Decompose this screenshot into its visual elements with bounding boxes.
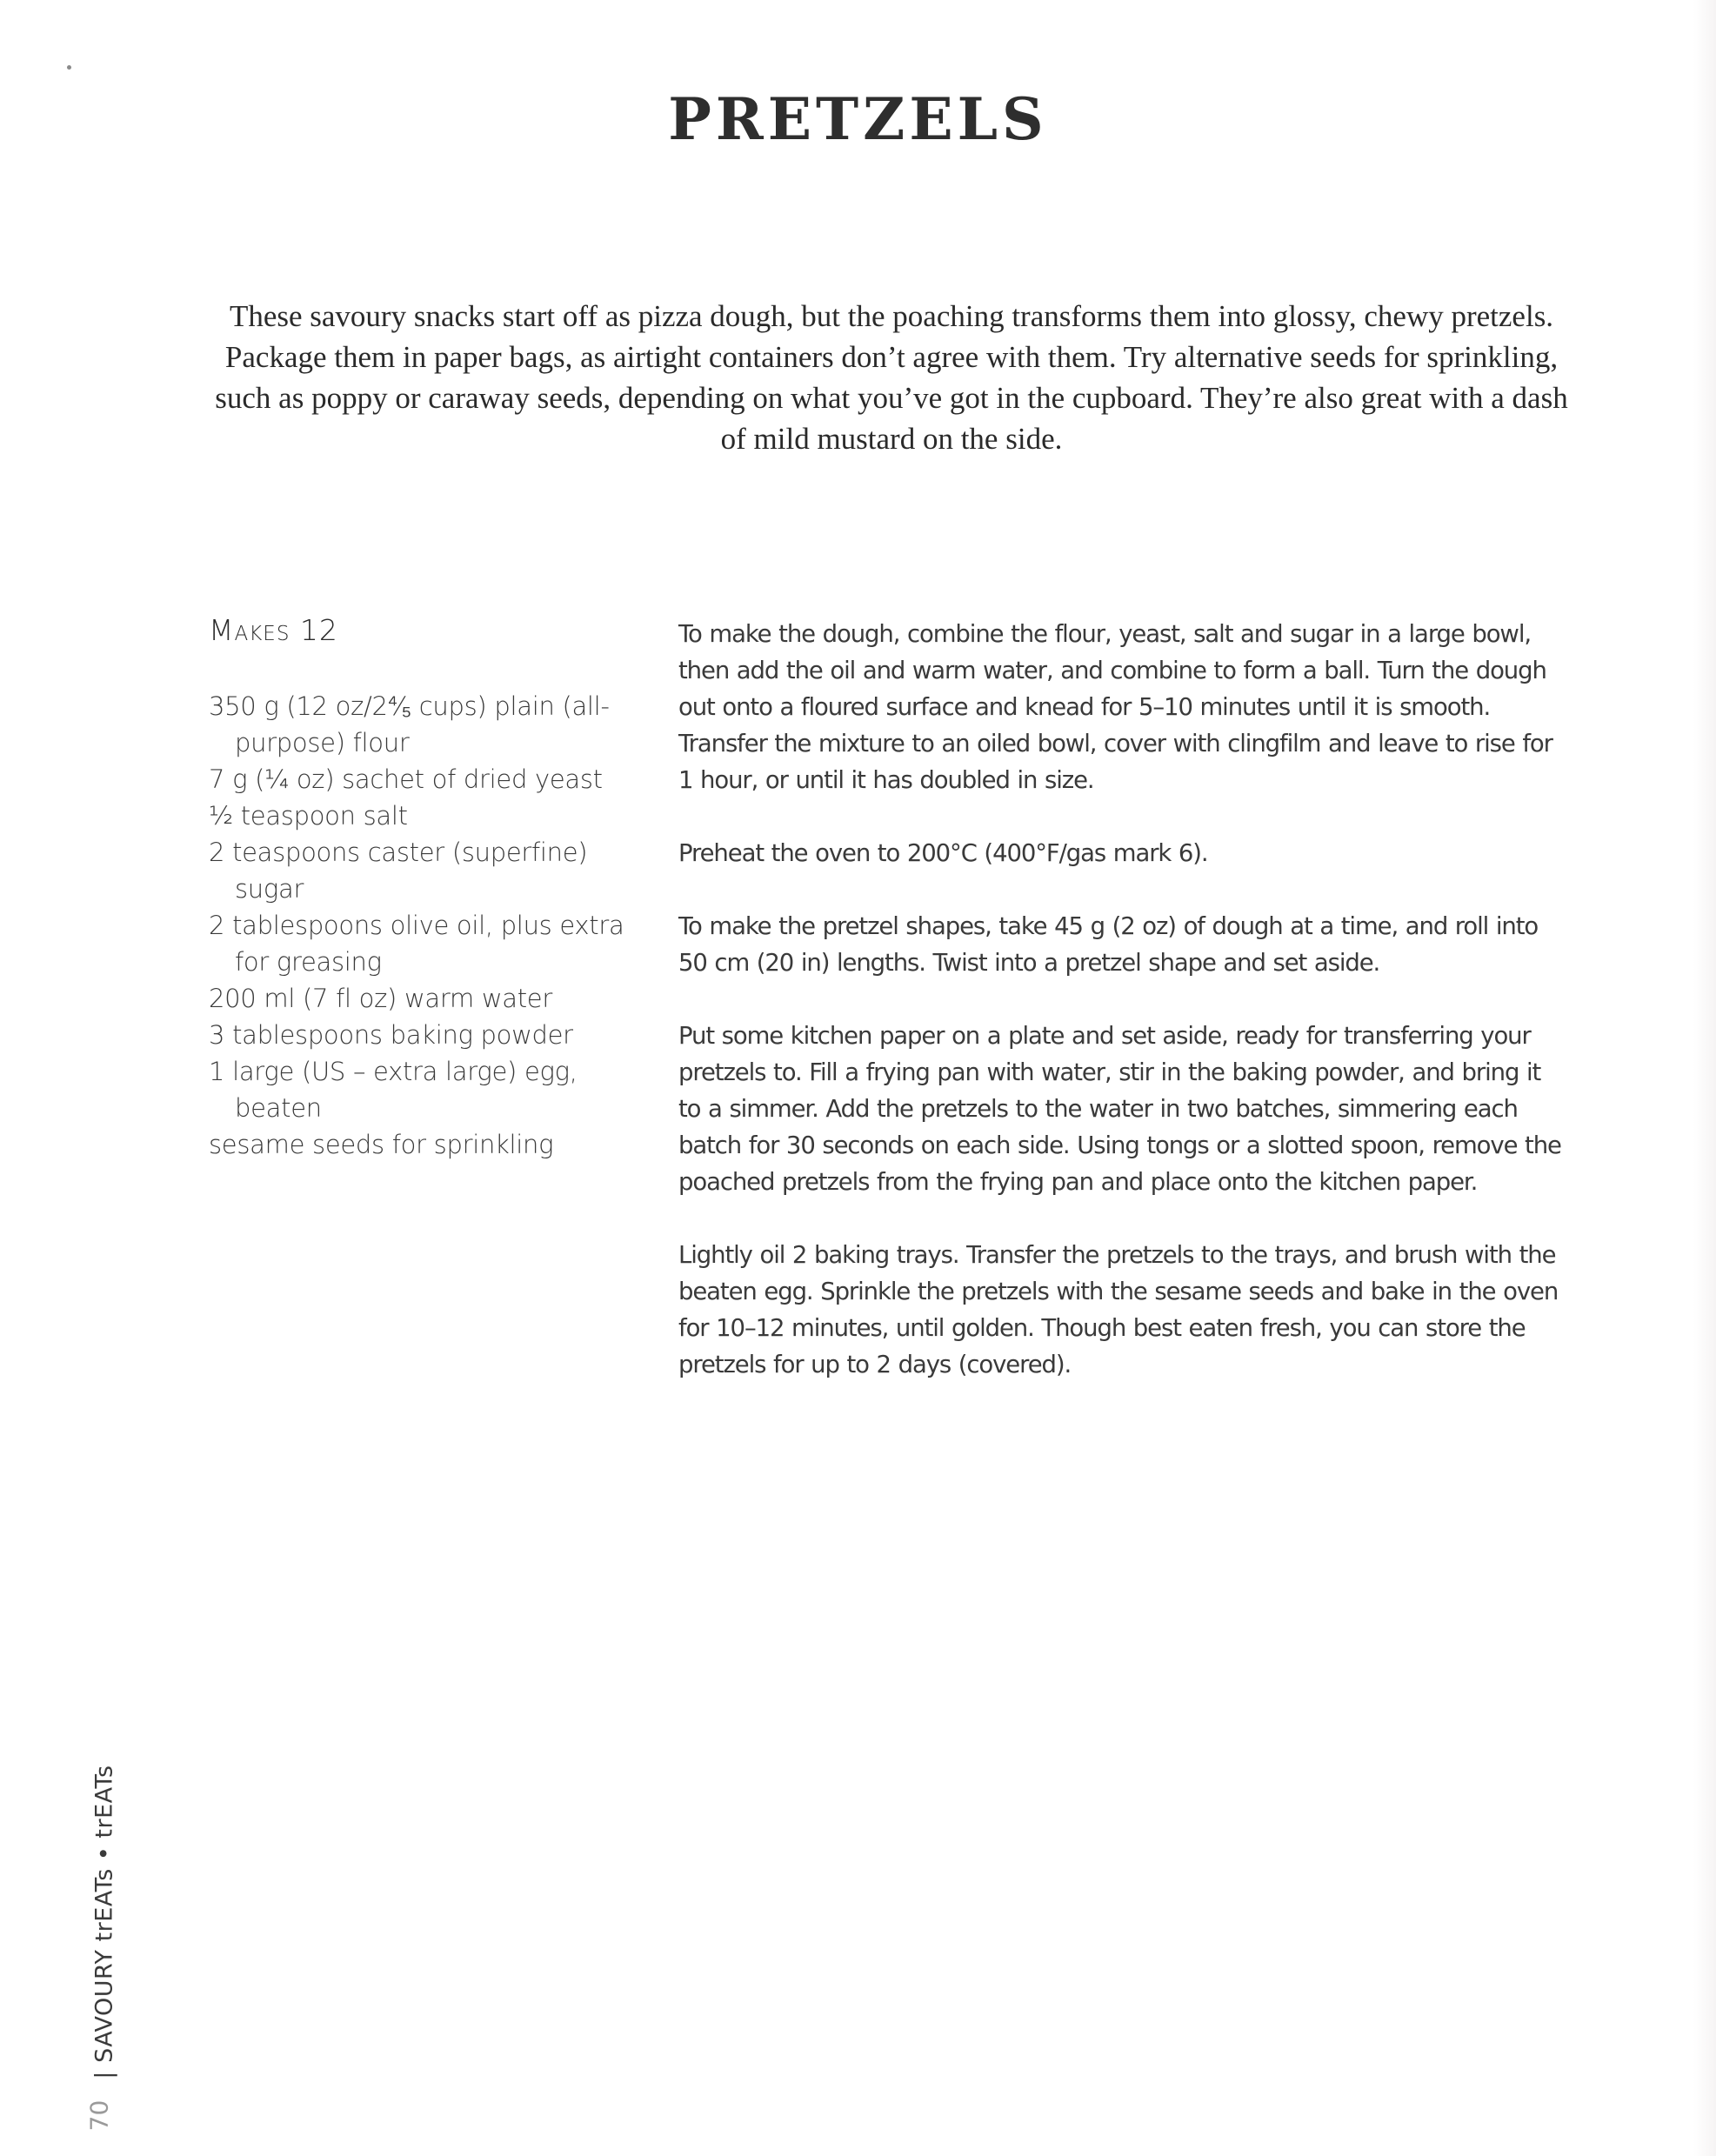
method-step: To make the pretzel shapes, take 45 g (2 oz) of dough at a time, and roll into 50 cm (20 in) lengths. Twist into a pretzel shape and set aside. xyxy=(678,912,1539,977)
ingredient-item: sesame seeds for sprinkling xyxy=(209,1130,554,1159)
running-head xyxy=(61,1739,148,2105)
ingredient-item: 7 g (¼ oz) sachet of dried yeast xyxy=(209,764,603,794)
page-edge-shadow xyxy=(1693,0,1716,2156)
ingredient-item: 350 g (12 oz/2⁴⁄₅ cups) plain (all-purpose) flour xyxy=(209,691,610,758)
method-column xyxy=(678,616,1566,1419)
ingredient-item: 2 tablespoons olive oil, plus extra for greasing xyxy=(209,911,624,977)
method-step: Put some kitchen paper on a plate and set aside, ready for transferring your pretzels to. Fill a frying pan with water, stir in the baking powder, and bring it to a simmer. Add the pretzels to the water in two batches, simmering each batch for 30 seconds on each side. Using tongs or a slotted spoon, remove the poached pretzels from the frying pan and place onto the kitchen paper. xyxy=(678,1022,1561,1196)
page-number: 70 xyxy=(84,2099,114,2132)
yield-label: Makes 12 xyxy=(209,613,338,647)
recipe-intro: These savoury snacks start off as pizza dough, but the poaching transforms them into glossy, chewy pretzels. Package them in paper bags, as airtight containers don’t agree with them. Try alternative seeds for sprinkling, such as poppy or caraway seeds, depending on what you’ve got in the cupboard. They’re also great with a dash of mild mustard on the side. xyxy=(215,299,1568,456)
method-step: Lightly oil 2 baking trays. Transfer the pretzels to the trays, and brush with the beaten egg. Sprinkle the pretzels with the sesame seeds and bake in the oven for 10–12 minutes, until golden. Though best eaten fresh, you can store the pretzels for up to 2 days (covered). xyxy=(678,1241,1559,1378)
scan-speck xyxy=(67,65,71,70)
section-name: | SAVOURY trEATs • trEATs xyxy=(90,1765,118,2079)
ingredient-item: 1 large (US – extra large) egg, beaten xyxy=(209,1057,578,1123)
ingredients-list xyxy=(209,688,644,1163)
ingredient-item: 3 tablespoons baking powder xyxy=(209,1020,573,1050)
ingredient-item: ½ teaspoon salt xyxy=(209,801,408,831)
ingredient-item: 2 teaspoons caster (superfine) sugar xyxy=(209,838,588,904)
ingredients-column xyxy=(209,613,644,1163)
recipe-title: PRETZELS xyxy=(668,85,1048,153)
ingredient-item: 200 ml (7 fl oz) warm water xyxy=(209,984,552,1013)
method-step: To make the dough, combine the flour, yeast, salt and sugar in a large bowl, then add the oil and warm water, and combine to form a ball. Turn the dough out onto a floured surface and knead for 5–10 minutes until it is smooth. Transfer the mixture to an oiled bowl, cover with clingfilm and leave to rise for 1 hour, or until it has doubled in size. xyxy=(678,620,1552,794)
method-step: Preheat the oven to 200°C (400°F/gas mark 6). xyxy=(678,839,1208,867)
